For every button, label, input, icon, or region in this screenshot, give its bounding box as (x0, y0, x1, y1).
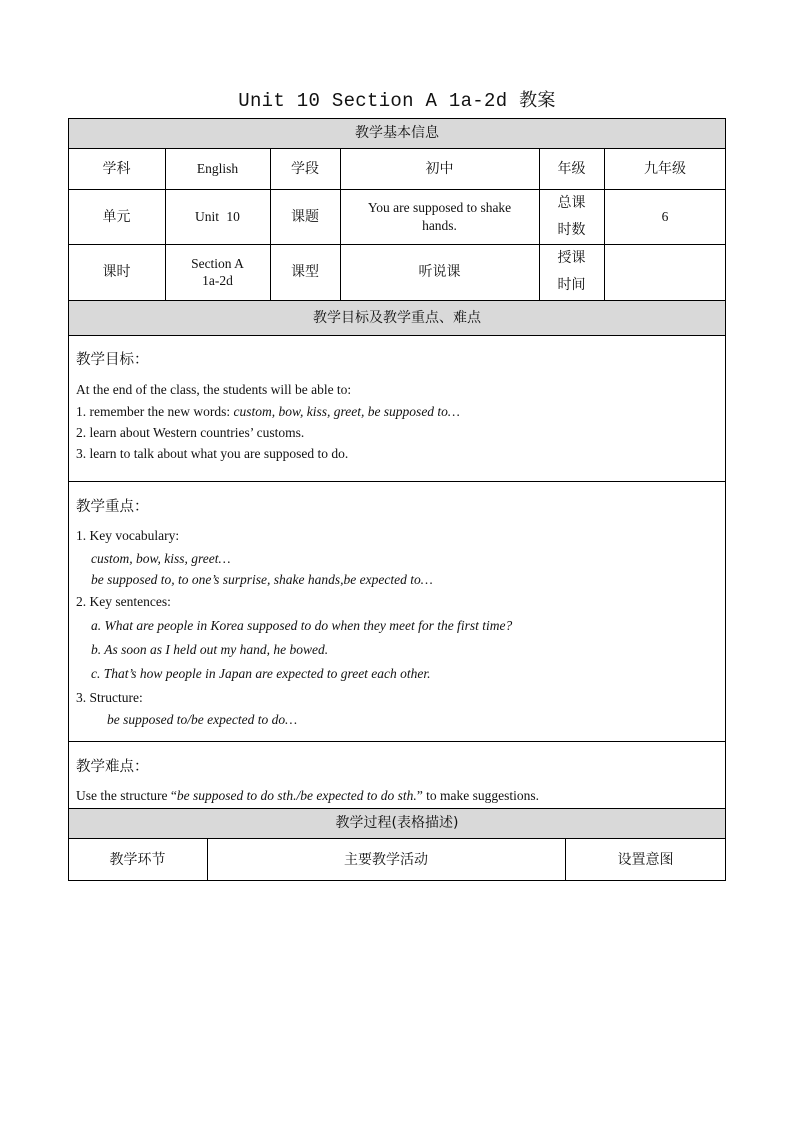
key-sentences-label: 2. Key sentences: (76, 594, 171, 609)
subject-value: English (196, 161, 239, 176)
unit-label: 单元 (102, 208, 131, 225)
key-sentence-b (76, 639, 328, 660)
topic-label: 课题 (291, 208, 319, 225)
document-title-main: Unit 10 Section A 1a-2d (238, 90, 508, 112)
objective-item-1-words: custom, bow, kiss, greet, be supposed to… (233, 404, 460, 419)
difficulties-text (76, 785, 539, 806)
teach-time-value (604, 244, 726, 300)
teach-time-label-line2: 时间 (557, 277, 586, 293)
period-value-line1: Section A (191, 256, 244, 271)
objectives-heading: 教学目标： (76, 352, 149, 368)
grade-value: 九年级 (644, 161, 686, 177)
document-title-suffix: 教案 (519, 90, 556, 111)
section-divider (68, 481, 726, 482)
grade-label: 年级 (557, 161, 586, 177)
key-vocab-line-2-text: be supposed to, to one’s surprise, shake hands,be expected to… (91, 572, 433, 587)
period-value-line2: 1a-2d (202, 273, 233, 288)
topic-value: You are supposed to shake hands. (367, 199, 512, 233)
subject-label: 学科 (102, 161, 131, 177)
key-sentence-a (76, 615, 512, 636)
objective-item-1-prefix: 1. remember the new words: (76, 404, 234, 419)
stage-value: 初中 (425, 161, 454, 177)
key-sentence-c (76, 663, 431, 684)
total-hours-label-line1: 总课 (557, 194, 586, 211)
objective-item-1 (76, 401, 460, 422)
type-value: 听说课 (418, 264, 461, 280)
total-hours-label (539, 189, 604, 244)
total-hours-label-line2: 时数 (557, 221, 586, 238)
section-divider (68, 741, 726, 742)
key-structure (76, 709, 297, 730)
process-col-stage: 教学环节 (109, 852, 166, 868)
period-label: 课时 (102, 264, 131, 280)
difficulties-heading: 教学难点： (76, 759, 149, 775)
process-col-activities: 主要教学活动 (344, 852, 428, 868)
key-vocab-line-2 (76, 569, 433, 590)
teach-time-label-line1: 授课 (557, 250, 586, 266)
key-structure-label: 3. Structure: (76, 690, 143, 705)
goals-header: 教学目标及教学重点、难点 (68, 300, 726, 336)
period-value (165, 244, 270, 300)
difficulties-structure: be supposed to do sth./be expected to do sth. (176, 788, 417, 803)
stage-label: 学段 (291, 161, 319, 177)
unit-value: Unit 10 (195, 208, 240, 224)
process-col-purpose: 设置意图 (617, 852, 674, 868)
difficulties-post: ” to make suggestions. (416, 788, 540, 803)
key-sentence-b-text: b. As soon as I held out my hand, he bowed. (91, 642, 329, 657)
key-vocab-label: 1. Key vocabulary: (76, 528, 180, 543)
total-hours-value: 6 (661, 208, 669, 224)
process-header: 教学过程(表格描述) (68, 808, 726, 839)
key-vocab-line-1-text: custom, bow, kiss, greet… (91, 551, 231, 566)
type-label: 课型 (291, 264, 319, 280)
difficulties-pre: Use the structure “ (76, 788, 177, 803)
objective-item-2: 2. learn about Western countries’ customs. (76, 425, 305, 440)
key-points-heading: 教学重点： (76, 499, 149, 515)
key-sentence-c-text: c. That’s how people in Japan are expected to greet each other. (91, 666, 431, 681)
document-title (0, 86, 794, 112)
teach-time-label (539, 244, 604, 300)
objectives-intro: At the end of the class, the students will be able to: (76, 382, 352, 397)
basic-info-header: 教学基本信息 (68, 118, 726, 149)
key-vocab-line-1 (76, 548, 231, 569)
key-sentence-a-text: a. What are people in Korea supposed to do when they meet for the first time? (91, 618, 513, 633)
key-structure-text: be supposed to/be expected to do… (107, 712, 298, 727)
objective-item-3: 3. learn to talk about what you are supposed to do. (76, 446, 349, 461)
